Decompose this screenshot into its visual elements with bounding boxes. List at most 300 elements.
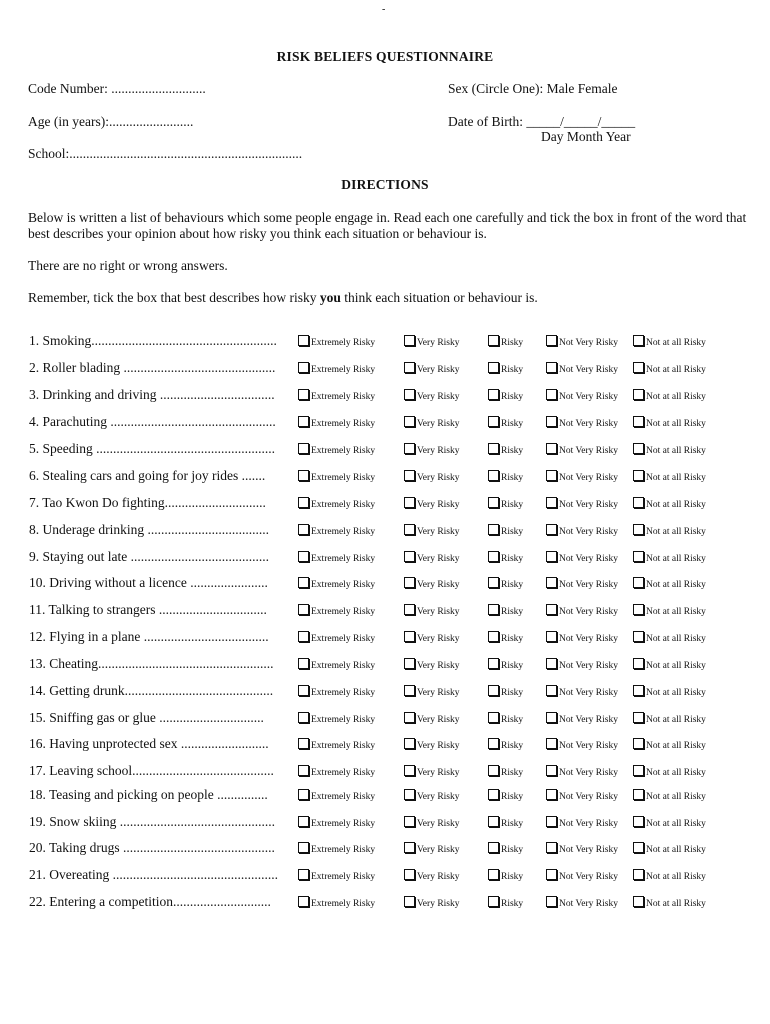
checkbox-icon[interactable] [488, 842, 499, 853]
option-label: Not Very Risky [559, 338, 618, 348]
checkbox-icon[interactable] [404, 497, 415, 508]
option-not-at-all-risky[interactable] [633, 712, 706, 726]
checkbox-icon[interactable] [633, 497, 644, 508]
option-label: Very Risky [417, 741, 460, 751]
checkbox-icon[interactable] [546, 842, 557, 853]
option-not-at-all-risky[interactable] [633, 789, 706, 803]
option-not-at-all-risky[interactable] [633, 524, 706, 538]
checkbox-icon[interactable] [633, 685, 644, 696]
checkbox-icon[interactable] [298, 869, 309, 880]
option-label: Risky [501, 688, 524, 698]
question-label: 10. Driving without a licence ....................... [29, 575, 268, 590]
option-risky[interactable] [488, 896, 523, 910]
option-very-risky[interactable] [404, 738, 460, 752]
option-risky[interactable] [488, 685, 523, 699]
checkbox-icon[interactable] [633, 604, 644, 615]
checkbox-icon[interactable] [404, 869, 415, 880]
option-risky[interactable] [488, 658, 523, 672]
checkbox-icon[interactable] [546, 712, 557, 723]
option-extremely-risky[interactable] [298, 765, 375, 779]
checkbox-icon[interactable] [633, 789, 644, 800]
question-label: 22. Entering a competition............................. [29, 894, 271, 909]
checkbox-icon[interactable] [298, 443, 309, 454]
option-label: Very Risky [417, 365, 460, 375]
option-label: Risky [501, 365, 524, 375]
option-label: Not at all Risky [646, 634, 706, 644]
option-extremely-risky[interactable] [298, 551, 375, 565]
option-extremely-risky[interactable] [298, 470, 375, 484]
checkbox-icon[interactable] [488, 816, 499, 827]
option-risky[interactable] [488, 416, 523, 430]
checkbox-icon[interactable] [546, 524, 557, 535]
option-label: Not Very Risky [559, 419, 618, 429]
option-not-at-all-risky[interactable] [633, 842, 706, 856]
option-label: Very Risky [417, 419, 460, 429]
option-label: Very Risky [417, 446, 460, 456]
checkbox-icon[interactable] [633, 658, 644, 669]
option-not-very-risky[interactable] [546, 497, 618, 511]
checkbox-icon[interactable] [298, 631, 309, 642]
option-not-at-all-risky[interactable] [633, 470, 706, 484]
option-label: Not at all Risky [646, 580, 706, 590]
checkbox-icon[interactable] [404, 738, 415, 749]
checkbox-icon[interactable] [633, 816, 644, 827]
checkbox-icon[interactable] [488, 524, 499, 535]
option-risky[interactable] [488, 443, 523, 457]
checkbox-icon[interactable] [488, 389, 499, 400]
option-label: Very Risky [417, 527, 460, 537]
option-label: Extremely Risky [311, 715, 376, 725]
question-label: 6. Stealing cars and going for joy rides ....... [29, 468, 266, 483]
checkbox-icon[interactable] [298, 789, 309, 800]
option-label: Extremely Risky [311, 792, 376, 802]
option-risky[interactable] [488, 765, 523, 779]
checkbox-icon[interactable] [633, 524, 644, 535]
option-very-risky[interactable] [404, 551, 460, 565]
option-not-at-all-risky[interactable] [633, 335, 706, 349]
option-not-very-risky[interactable] [546, 658, 618, 672]
question-label: 4. Parachuting ................................................. [29, 414, 276, 429]
option-very-risky[interactable] [404, 631, 460, 645]
option-extremely-risky[interactable] [298, 497, 375, 511]
checkbox-icon[interactable] [488, 685, 499, 696]
checkbox-icon[interactable] [404, 631, 415, 642]
option-not-at-all-risky[interactable] [633, 765, 706, 779]
checkbox-icon[interactable] [546, 631, 557, 642]
checkbox-icon[interactable] [298, 738, 309, 749]
option-not-at-all-risky[interactable] [633, 389, 706, 403]
option-not-very-risky[interactable] [546, 685, 618, 699]
checkbox-icon[interactable] [546, 577, 557, 588]
option-not-very-risky[interactable] [546, 577, 618, 591]
checkbox-icon[interactable] [488, 577, 499, 588]
option-very-risky[interactable] [404, 869, 460, 883]
checkbox-icon[interactable] [404, 816, 415, 827]
checkbox-icon[interactable] [546, 497, 557, 508]
checkbox-icon[interactable] [298, 712, 309, 723]
checkbox-icon[interactable] [298, 497, 309, 508]
option-not-at-all-risky[interactable] [633, 738, 706, 752]
option-label: Risky [501, 845, 524, 855]
checkbox-icon[interactable] [488, 869, 499, 880]
option-not-very-risky[interactable] [546, 765, 618, 779]
checkbox-icon[interactable] [546, 738, 557, 749]
option-extremely-risky[interactable] [298, 685, 375, 699]
option-very-risky[interactable] [404, 765, 460, 779]
checkbox-icon[interactable] [404, 470, 415, 481]
option-label: Very Risky [417, 819, 460, 829]
option-label: Risky [501, 473, 524, 483]
checkbox-icon[interactable] [488, 470, 499, 481]
option-extremely-risky[interactable] [298, 631, 375, 645]
age-field[interactable]: Age (in years):......................... [28, 114, 194, 129]
option-label: Not at all Risky [646, 527, 706, 537]
option-label: Not at all Risky [646, 715, 706, 725]
checkbox-icon[interactable] [546, 869, 557, 880]
option-very-risky[interactable] [404, 497, 460, 511]
checkbox-icon[interactable] [404, 842, 415, 853]
checkbox-icon[interactable] [546, 604, 557, 615]
option-not-very-risky[interactable] [546, 896, 618, 910]
option-label: Risky [501, 741, 524, 751]
option-very-risky[interactable] [404, 604, 460, 618]
option-not-very-risky[interactable] [546, 816, 618, 830]
option-label: Not Very Risky [559, 500, 618, 510]
option-not-very-risky[interactable] [546, 524, 618, 538]
option-label: Risky [501, 634, 524, 644]
checkbox-icon[interactable] [546, 335, 557, 346]
option-not-very-risky[interactable] [546, 416, 618, 430]
option-risky[interactable] [488, 362, 523, 376]
option-extremely-risky[interactable] [298, 896, 375, 910]
option-not-very-risky[interactable] [546, 389, 618, 403]
checkbox-icon[interactable] [404, 685, 415, 696]
checkbox-icon[interactable] [488, 896, 499, 907]
option-label: Very Risky [417, 473, 460, 483]
option-label: Extremely Risky [311, 634, 376, 644]
option-label: Not Very Risky [559, 741, 618, 751]
checkbox-icon[interactable] [298, 816, 309, 827]
option-label: Very Risky [417, 872, 460, 882]
checkbox-icon[interactable] [404, 896, 415, 907]
option-extremely-risky[interactable] [298, 789, 375, 803]
option-not-very-risky[interactable] [546, 738, 618, 752]
checkbox-icon[interactable] [633, 335, 644, 346]
option-label: Risky [501, 580, 524, 590]
option-label: Not at all Risky [646, 661, 706, 671]
option-very-risky[interactable] [404, 685, 460, 699]
option-very-risky[interactable] [404, 362, 460, 376]
option-not-at-all-risky[interactable] [633, 604, 706, 618]
question-row [0, 656, 770, 674]
checkbox-icon[interactable] [633, 551, 644, 562]
checkbox-icon[interactable] [488, 362, 499, 373]
question-label: 15. Sniffing gas or glue ............................... [29, 710, 264, 725]
code-number-field[interactable]: Code Number: ............................ [28, 81, 206, 96]
checkbox-icon[interactable] [546, 470, 557, 481]
checkbox-icon[interactable] [633, 416, 644, 427]
checkbox-icon[interactable] [404, 335, 415, 346]
checkbox-icon[interactable] [404, 443, 415, 454]
option-very-risky[interactable] [404, 389, 460, 403]
checkbox-icon[interactable] [404, 389, 415, 400]
option-not-at-all-risky[interactable] [633, 816, 706, 830]
option-label: Risky [501, 527, 524, 537]
option-not-very-risky[interactable] [546, 842, 618, 856]
checkbox-icon[interactable] [546, 416, 557, 427]
checkbox-icon[interactable] [298, 551, 309, 562]
checkbox-icon[interactable] [633, 765, 644, 776]
option-label: Extremely Risky [311, 554, 376, 564]
option-very-risky[interactable] [404, 712, 460, 726]
checkbox-icon[interactable] [633, 389, 644, 400]
option-not-at-all-risky[interactable] [633, 869, 706, 883]
option-extremely-risky[interactable] [298, 738, 375, 752]
question-row [0, 787, 770, 805]
checkbox-icon[interactable] [633, 577, 644, 588]
option-extremely-risky[interactable] [298, 604, 375, 618]
option-risky[interactable] [488, 816, 523, 830]
checkbox-icon[interactable] [488, 335, 499, 346]
option-extremely-risky[interactable] [298, 658, 375, 672]
checkbox-icon[interactable] [298, 842, 309, 853]
checkbox-icon[interactable] [488, 443, 499, 454]
option-extremely-risky[interactable] [298, 712, 375, 726]
checkbox-icon[interactable] [298, 577, 309, 588]
option-very-risky[interactable] [404, 816, 460, 830]
option-label: Not Very Risky [559, 872, 618, 882]
option-very-risky[interactable] [404, 524, 460, 538]
option-label: Risky [501, 338, 524, 348]
checkbox-icon[interactable] [298, 896, 309, 907]
checkbox-icon[interactable] [488, 712, 499, 723]
checkbox-icon[interactable] [546, 551, 557, 562]
checkbox-icon[interactable] [298, 416, 309, 427]
option-risky[interactable] [488, 497, 523, 511]
checkbox-icon[interactable] [633, 443, 644, 454]
question-label: 18. Teasing and picking on people ............... [29, 787, 268, 802]
option-label: Very Risky [417, 392, 460, 402]
option-extremely-risky[interactable] [298, 816, 375, 830]
option-extremely-risky[interactable] [298, 362, 375, 376]
option-extremely-risky[interactable] [298, 443, 375, 457]
checkbox-icon[interactable] [488, 789, 499, 800]
option-label: Extremely Risky [311, 607, 376, 617]
option-risky[interactable] [488, 631, 523, 645]
option-extremely-risky[interactable] [298, 524, 375, 538]
option-very-risky[interactable] [404, 443, 460, 457]
question-row [0, 602, 770, 620]
checkbox-icon[interactable] [488, 416, 499, 427]
option-extremely-risky[interactable] [298, 335, 375, 349]
option-not-at-all-risky[interactable] [633, 658, 706, 672]
checkbox-icon[interactable] [488, 738, 499, 749]
checkbox-icon[interactable] [404, 658, 415, 669]
option-not-very-risky[interactable] [546, 335, 618, 349]
option-label: Risky [501, 607, 524, 617]
date-of-birth-field[interactable]: Date of Birth: _____/_____/_____ [448, 114, 636, 129]
checkbox-icon[interactable] [298, 335, 309, 346]
option-not-very-risky[interactable] [546, 362, 618, 376]
option-very-risky[interactable] [404, 416, 460, 430]
checkbox-icon[interactable] [546, 389, 557, 400]
option-label: Risky [501, 872, 524, 882]
option-label: Not at all Risky [646, 554, 706, 564]
checkbox-icon[interactable] [633, 738, 644, 749]
option-not-very-risky[interactable] [546, 551, 618, 565]
checkbox-icon[interactable] [488, 497, 499, 508]
option-not-at-all-risky[interactable] [633, 631, 706, 645]
checkbox-icon[interactable] [546, 362, 557, 373]
option-label: Not Very Risky [559, 446, 618, 456]
option-not-at-all-risky[interactable] [633, 685, 706, 699]
option-label: Very Risky [417, 688, 460, 698]
option-risky[interactable] [488, 524, 523, 538]
checkbox-icon[interactable] [546, 443, 557, 454]
option-label: Extremely Risky [311, 688, 376, 698]
option-risky[interactable] [488, 389, 523, 403]
option-label: Not at all Risky [646, 500, 706, 510]
option-label: Not Very Risky [559, 819, 618, 829]
option-very-risky[interactable] [404, 896, 460, 910]
checkbox-icon[interactable] [298, 470, 309, 481]
checkbox-icon[interactable] [298, 685, 309, 696]
option-not-at-all-risky[interactable] [633, 896, 706, 910]
checkbox-icon[interactable] [488, 604, 499, 615]
question-label: 9. Staying out late ......................................... [29, 549, 269, 564]
checkbox-icon[interactable] [298, 765, 309, 776]
option-not-very-risky[interactable] [546, 789, 618, 803]
checkbox-icon[interactable] [633, 470, 644, 481]
option-extremely-risky[interactable] [298, 577, 375, 591]
option-very-risky[interactable] [404, 842, 460, 856]
option-extremely-risky[interactable] [298, 869, 375, 883]
checkbox-icon[interactable] [404, 789, 415, 800]
checkbox-icon[interactable] [633, 631, 644, 642]
checkbox-icon[interactable] [404, 362, 415, 373]
question-label: 5. Speeding ..................................................... [29, 441, 275, 456]
question-label: 17. Leaving school.......................................... [29, 763, 274, 778]
question-row [0, 522, 770, 540]
checkbox-icon[interactable] [404, 416, 415, 427]
option-extremely-risky[interactable] [298, 842, 375, 856]
option-extremely-risky[interactable] [298, 416, 375, 430]
checkbox-icon[interactable] [633, 712, 644, 723]
checkbox-icon[interactable] [633, 896, 644, 907]
option-not-very-risky[interactable] [546, 712, 618, 726]
option-not-at-all-risky[interactable] [633, 443, 706, 457]
option-label: Very Risky [417, 338, 460, 348]
checkbox-icon[interactable] [298, 604, 309, 615]
checkbox-icon[interactable] [298, 658, 309, 669]
option-extremely-risky[interactable] [298, 389, 375, 403]
question-row [0, 710, 770, 728]
question-row [0, 495, 770, 513]
date-of-birth-sublabel: Day Month Year [541, 129, 631, 144]
option-very-risky[interactable] [404, 658, 460, 672]
checkbox-icon[interactable] [298, 524, 309, 535]
option-not-at-all-risky[interactable] [633, 362, 706, 376]
checkbox-icon[interactable] [404, 712, 415, 723]
question-label: 12. Flying in a plane ..................................... [29, 629, 269, 644]
question-label: 19. Snow skiing .............................................. [29, 814, 276, 829]
option-risky[interactable] [488, 869, 523, 883]
checkbox-icon[interactable] [404, 765, 415, 776]
checkbox-icon[interactable] [546, 658, 557, 669]
checkbox-icon[interactable] [546, 816, 557, 827]
option-very-risky[interactable] [404, 789, 460, 803]
question-row [0, 629, 770, 647]
checkbox-icon[interactable] [298, 389, 309, 400]
option-label: Very Risky [417, 768, 460, 778]
option-risky[interactable] [488, 470, 523, 484]
option-label: Not at all Risky [646, 392, 706, 402]
checkbox-icon[interactable] [633, 842, 644, 853]
option-not-very-risky[interactable] [546, 631, 618, 645]
option-risky[interactable] [488, 604, 523, 618]
option-label: Not Very Risky [559, 845, 618, 855]
option-label: Risky [501, 792, 524, 802]
checkbox-icon[interactable] [404, 577, 415, 588]
option-not-very-risky[interactable] [546, 869, 618, 883]
option-label: Extremely Risky [311, 768, 376, 778]
option-very-risky[interactable] [404, 335, 460, 349]
option-risky[interactable] [488, 335, 523, 349]
checkbox-icon[interactable] [488, 551, 499, 562]
option-very-risky[interactable] [404, 470, 460, 484]
option-label: Very Risky [417, 661, 460, 671]
school-field[interactable]: School:..................................................................... [28, 146, 303, 161]
option-risky[interactable] [488, 789, 523, 803]
checkbox-icon[interactable] [546, 685, 557, 696]
checkbox-icon[interactable] [488, 765, 499, 776]
option-not-very-risky[interactable] [546, 470, 618, 484]
option-risky[interactable] [488, 712, 523, 726]
checkbox-icon[interactable] [404, 524, 415, 535]
option-label: Not at all Risky [646, 338, 706, 348]
option-risky[interactable] [488, 577, 523, 591]
option-not-at-all-risky[interactable] [633, 551, 706, 565]
option-not-at-all-risky[interactable] [633, 416, 706, 430]
option-risky[interactable] [488, 551, 523, 565]
option-not-very-risky[interactable] [546, 604, 618, 618]
checkbox-icon[interactable] [633, 362, 644, 373]
option-very-risky[interactable] [404, 577, 460, 591]
option-not-very-risky[interactable] [546, 443, 618, 457]
option-risky[interactable] [488, 842, 523, 856]
sex-field[interactable]: Sex (Circle One): Male Female [448, 81, 618, 96]
checkbox-icon[interactable] [546, 789, 557, 800]
option-label: Not at all Risky [646, 819, 706, 829]
option-not-at-all-risky[interactable] [633, 497, 706, 511]
checkbox-icon[interactable] [404, 551, 415, 562]
checkbox-icon[interactable] [633, 869, 644, 880]
checkbox-icon[interactable] [404, 604, 415, 615]
checkbox-icon[interactable] [546, 765, 557, 776]
checkbox-icon[interactable] [298, 362, 309, 373]
question-row [0, 867, 770, 885]
option-label: Not Very Risky [559, 634, 618, 644]
question-row [0, 763, 770, 781]
checkbox-icon[interactable] [488, 631, 499, 642]
option-not-at-all-risky[interactable] [633, 577, 706, 591]
option-label: Very Risky [417, 899, 460, 909]
option-label: Not at all Risky [646, 473, 706, 483]
option-risky[interactable] [488, 738, 523, 752]
checkbox-icon[interactable] [488, 658, 499, 669]
checkbox-icon[interactable] [546, 896, 557, 907]
directions-heading: DIRECTIONS [341, 177, 429, 192]
